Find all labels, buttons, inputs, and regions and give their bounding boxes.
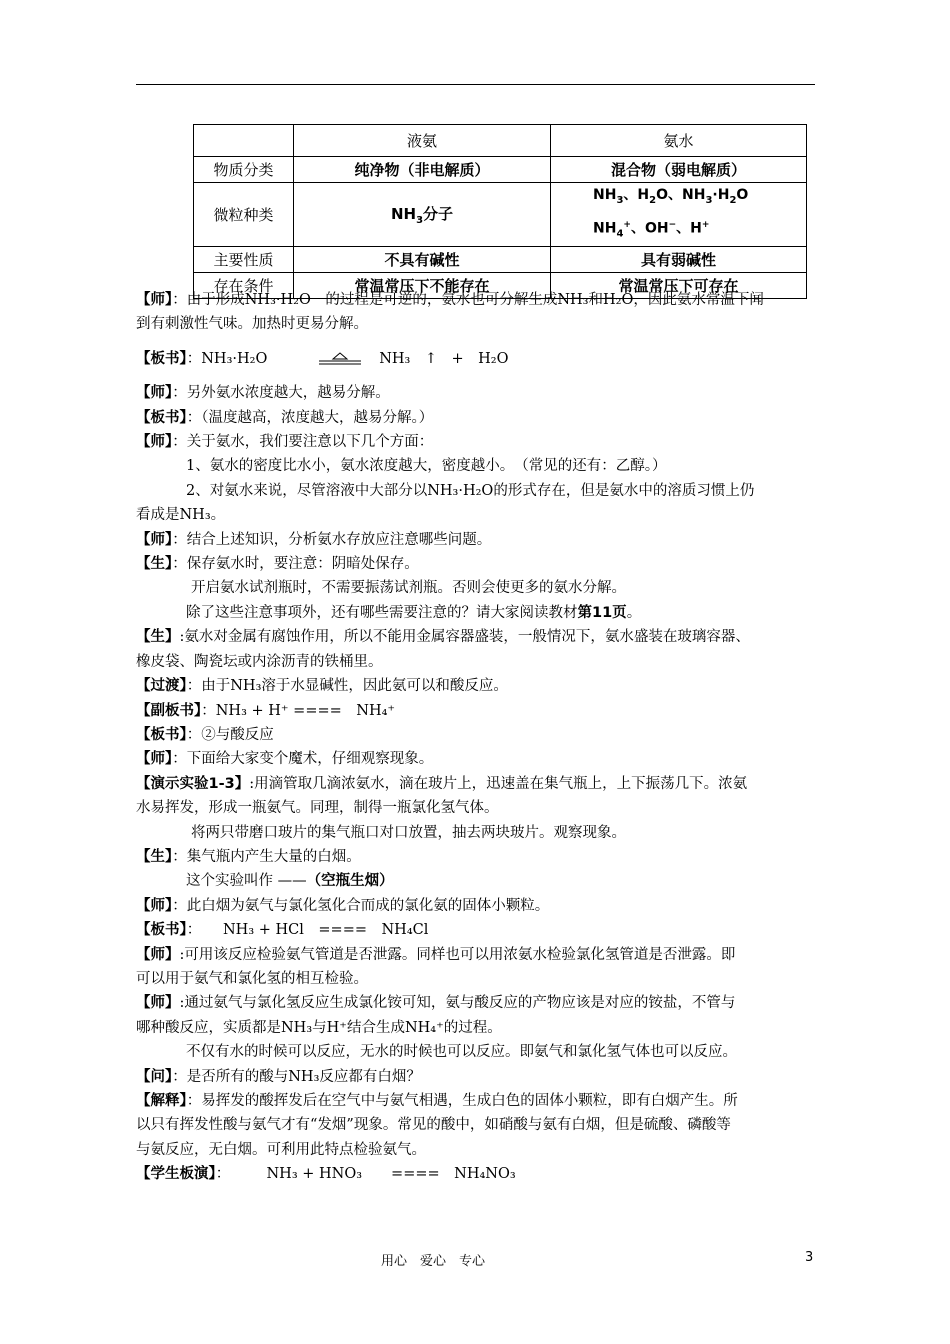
paragraph: 橡皮袋、陶瓷坛或内涂沥青的铁桶里。: [136, 653, 383, 670]
table-cell: 物质分类: [194, 157, 294, 183]
lesson-body: [136, 288, 816, 1187]
paragraph: 【生】：集气瓶内产生大量的白烟。: [136, 848, 361, 865]
paragraph: 【板书】：②与酸反应: [136, 726, 274, 743]
paragraph: 【师】：下面给大家变个魔术，仔细观察现象。: [136, 751, 434, 768]
table-cell: 常温常压下可存在: [551, 273, 807, 299]
table-cell: 氨水: [551, 125, 807, 157]
paragraph: 到有刺激性气味。加热时更易分解。: [136, 316, 368, 333]
comparison-table: [193, 124, 807, 299]
paragraph: 【师】：此白烟为氨气与氯化氢化合而成的氯化氨的固体小颗粒。: [136, 897, 550, 914]
table-row: [194, 247, 807, 273]
paragraph: 【板书】： NH₃ + HCl ==== NH₄Cl: [136, 922, 429, 939]
paragraph: 这个实验叫作 ——（空瓶生烟）: [186, 873, 394, 890]
paragraph: 【问】：是否所有的酸与NH₃反应都有白烟？: [136, 1068, 421, 1085]
table-cell: 纯净物（非电解质）: [294, 157, 551, 183]
table-cell: 常温常压下不能存在: [294, 273, 551, 299]
page-number: 3: [805, 1250, 814, 1265]
paragraph: 【师】：另外氨水浓度越大，越易分解。: [136, 385, 390, 402]
paragraph: 【副板书】：NH₃ + H⁺ ==== NH₄⁺: [136, 702, 396, 719]
nh3-molecule: $NH_3$分子: [390, 205, 454, 227]
paragraph: 【板书】：（温度越高，浓度越大，越易分解。）: [136, 409, 434, 426]
paragraph: 水易挥发，形成一瓶氨气。同理，制得一瓶氯化氢气体。: [136, 800, 499, 817]
board-equation: 【板书】：NH₃·H₂O NH₃ ↑ + H₂O: [136, 350, 509, 367]
table-cell: 液氨: [294, 125, 551, 157]
paragraph: 1、氨水的密度比水小，氨水浓度越大，密度越小。 （常见的还有：乙醇。）: [186, 458, 667, 475]
reversible-arrow-icon: [317, 352, 363, 366]
paragraph: 2、对氨水来说，尽管溶液中大部分以NH₃·H₂O的形式存在，但是氨水中的溶质习惯上仍: [186, 482, 755, 499]
paragraph: 【演示实验1-3】:用滴管取几滴浓氨水，滴在玻片上，迅速盖在集气瓶上，上下振荡几下。浓氨: [136, 775, 748, 792]
header-rule: [136, 84, 815, 85]
table-cell: 不具有碱性: [294, 247, 551, 273]
table-row: [194, 157, 807, 183]
table-cell: [294, 183, 551, 247]
paragraph: 【学生板演】： NH₃ + HNO₃ ==== NH₄NO₃: [136, 1166, 516, 1183]
table-cell: 具有弱碱性: [551, 247, 807, 273]
paragraph: 以只有挥发性酸与氨气才有“发烟”现象。常见的酸中，如硝酸与氨有白烟，但是硫酸、磷酸等: [136, 1117, 731, 1134]
table-header-row: [194, 125, 807, 157]
table-cell: 混合物（弱电解质）: [551, 157, 807, 183]
paragraph: 【过渡】：由于NH₃溶于水显碱性，因此氨可以和酸反应。: [136, 678, 508, 695]
paragraph: 可以用于氨气和氯化氢的相互检验。: [136, 970, 368, 987]
paragraph: 与氨反应，无白烟。可利用此特点检验氨气。: [136, 1141, 426, 1158]
paragraph: 【师】:通过氨气与氯化氢反应生成氯化铵可知，氨与酸反应的产物应该是对应的铵盐，不管与: [136, 995, 736, 1012]
footer-motto: 用心 爱心 专心: [381, 1254, 486, 1269]
paragraph: 开启氨水试剂瓶时，不需要振荡试剂瓶。否则会使更多的氨水分解。: [191, 580, 626, 597]
paragraph: 【师】：由于形成NH₃·H₂O 的过程是可逆的，氨水也可分解生成NH₃和H₂O，因此氨水常温下闻: [136, 292, 764, 308]
paragraph: 除了这些注意事项外，还有哪些需要注意的？请大家阅读教材第11页。: [186, 604, 642, 621]
paragraph: 不仅有水的时候可以反应，无水的时候也可以反应。即氨气和氯化氢气体也可以反应。: [186, 1044, 737, 1061]
paragraph: 将两只带磨口玻片的集气瓶口对口放置，抽去两块玻片。观察现象。: [191, 824, 626, 841]
table-cell: [194, 125, 294, 157]
table-cell-particles: $NH_3$、$H_2O$、$NH_3\cdot H_2O$ $NH_4^+$、OH−、H+: [551, 183, 807, 247]
table-cell: 主要性质: [194, 247, 294, 273]
paragraph: 【师】：结合上述知识，分析氨水存放应注意哪些问题。: [136, 531, 492, 548]
paragraph: 【解释】：易挥发的酸挥发后在空气中与氨气相遇，生成白色的固体小颗粒，即有白烟产生。所: [136, 1093, 738, 1109]
paragraph: 【师】:可用该反应检验氨气管道是否泄露。同样也可以用浓氨水检验氯化氢管道是否泄露。即: [136, 946, 736, 963]
table-cell: 微粒种类: [194, 183, 294, 247]
paragraph: 【师】：关于氨水，我们要注意以下几个方面：: [136, 434, 434, 451]
table-cell: 存在条件: [194, 273, 294, 299]
paragraph: 哪种酸反应，实质都是NH₃与H⁺结合生成NH₄⁺的过程。: [136, 1019, 502, 1036]
table-row: [194, 183, 807, 247]
paragraph: 看成是NH₃。: [136, 507, 226, 524]
paragraph: 【生】：保存氨水时，要注意：阴暗处保存。: [136, 556, 419, 573]
paragraph: 【生】:氨水对金属有腐蚀作用，所以不能用金属容器盛装，一般情况下，氨水盛装在玻璃容器、: [136, 629, 750, 646]
